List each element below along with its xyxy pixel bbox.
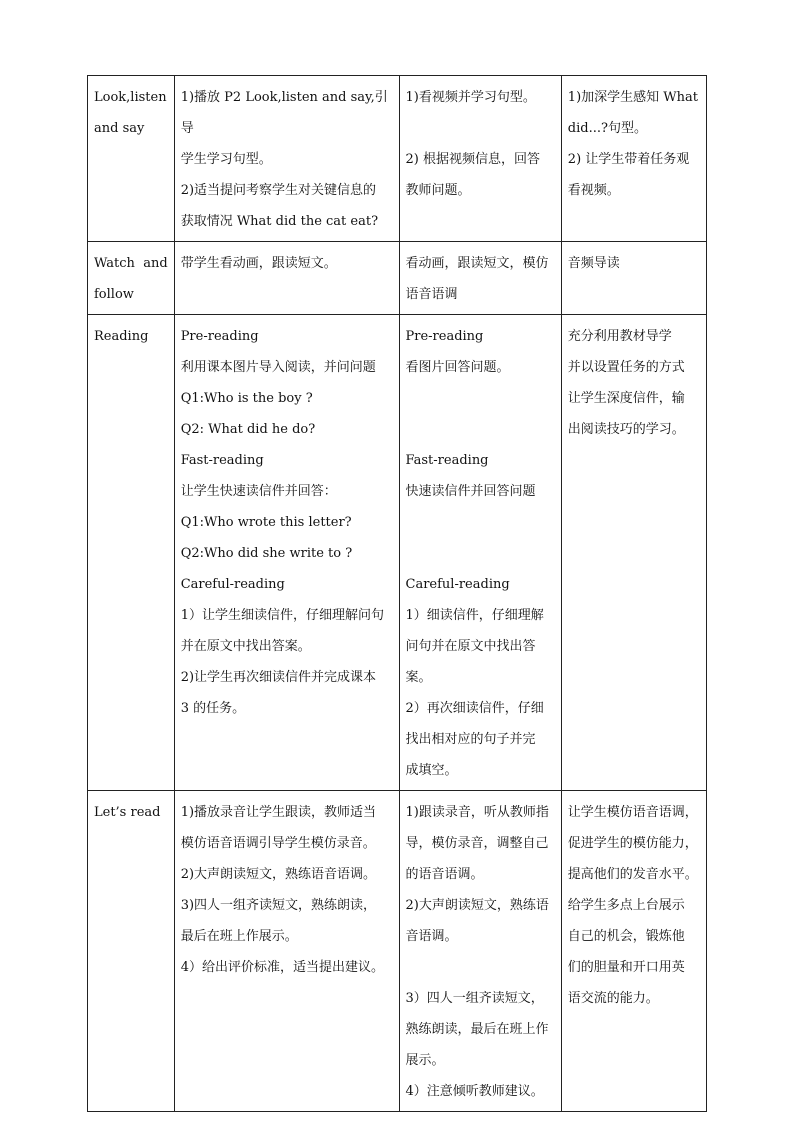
cell-text-line: 看视频。 (567, 183, 620, 198)
table-row (88, 242, 707, 315)
cell-text-line: 看图片回答问题。 (405, 360, 510, 375)
cell-text-line: 提高他们的发音水平。 (567, 867, 698, 882)
cell-text-line: follow (94, 287, 134, 302)
cell-text-line: Q1:Who is the boy ? (180, 391, 313, 406)
cell-text-line: 学生学习句型。 (180, 152, 272, 167)
cell-text-line: Watch and (94, 256, 168, 271)
cell-text-line: Q1:Who wrote this letter? (180, 515, 352, 530)
stage-cell (88, 791, 175, 1112)
cell-text-line: 自己的机会，锻炼他 (567, 929, 685, 944)
cell-text-line: 2)大声朗读短文，熟练语 (405, 898, 549, 913)
table-row (88, 76, 707, 242)
cell-text-line: 2) 根据视频信息，回答 (405, 152, 540, 167)
cell-text-line: Pre-reading (405, 329, 484, 344)
design-intent-cell (561, 791, 706, 1112)
teacher-activity-cell (174, 242, 399, 315)
cell-text-line: 成填空。 (405, 763, 458, 778)
cell-text-line: 音语调。 (405, 929, 458, 944)
cell-text-line: 找出相对应的句子并完 (405, 732, 536, 747)
cell-text-line: 音频导读 (567, 256, 620, 271)
student-activity-cell (399, 315, 561, 791)
cell-text-line: 教师问题。 (405, 183, 471, 198)
cell-text-line: 2)适当提问考察学生对关键信息的 (180, 183, 377, 198)
blank-line (406, 538, 555, 569)
cell-text-line: 促进学生的模仿能力， (567, 836, 698, 851)
teacher-activity-cell (174, 791, 399, 1112)
cell-text-line: Q2:Who did she write to ? (180, 546, 353, 561)
stage-cell (88, 242, 175, 315)
cell-text-line: 们的胆量和开口用英 (567, 960, 685, 975)
cell-text-line: 熟练朗读，最后在班上作 (405, 1022, 549, 1037)
cell-text-line: 模仿语音语调引导学生模仿录音。 (180, 836, 376, 851)
cell-text-line: 1）细读信件，仔细理解 (405, 608, 544, 623)
cell-text-line: 3)四人一组齐读短文，熟练朗读， (180, 898, 377, 913)
cell-text-line: Fast-reading (405, 453, 489, 468)
cell-text-line: Pre-reading (180, 329, 259, 344)
cell-text-line: Reading (94, 329, 149, 344)
cell-text-line: 1)播放 P2 Look,listen and say,引导 (180, 90, 388, 136)
lesson-plan-table (87, 75, 707, 1112)
cell-text-line: 让学生深度信件，输 (567, 391, 685, 406)
table-body (88, 76, 707, 1112)
cell-text-line: 1)播放录音让学生跟读，教师适当 (180, 805, 377, 820)
cell-text-line: 语音语调 (405, 287, 458, 302)
teacher-activity-cell (174, 315, 399, 791)
table-row (88, 791, 707, 1112)
cell-text-line: 让学生快速读信件并回答： (180, 484, 337, 499)
cell-text-line: 2) 让学生带着任务观 (567, 152, 690, 167)
student-activity-cell (399, 242, 561, 315)
design-intent-cell (561, 315, 706, 791)
stage-cell (88, 76, 175, 242)
cell-text-line: 2)让学生再次细读信件并完成课本 (180, 670, 377, 685)
cell-text-line: 的语音语调。 (405, 867, 484, 882)
cell-text-line: Let’s read (94, 805, 161, 820)
cell-text-line: 4）给出评价标准，适当提出建议。 (180, 960, 384, 975)
cell-text-line: Careful-reading (180, 577, 285, 592)
cell-text-line: 给学生多点上台展示 (567, 898, 685, 913)
cell-text-line: 并以设置任务的方式 (567, 360, 685, 375)
cell-text-line: 快速读信件并回答问题 (405, 484, 536, 499)
cell-text-line: 2）再次细读信件，仔细 (405, 701, 544, 716)
cell-text-line: 带学生看动画，跟读短文。 (180, 256, 337, 271)
cell-text-line: 1)跟读录音，听从教师指 (405, 805, 549, 820)
cell-text-line: 1）让学生细读信件，仔细理解问句 (180, 608, 384, 623)
cell-text-line: 最后在班上作展示。 (180, 929, 298, 944)
design-intent-cell (561, 76, 706, 242)
cell-text-line: 出阅读技巧的学习。 (567, 422, 685, 437)
cell-text-line: 1)加深学生感知 What (567, 90, 698, 105)
blank-line (406, 414, 555, 445)
cell-text-line: 展示。 (405, 1053, 445, 1068)
cell-text-line: 3）四人一组齐读短文， (405, 991, 544, 1006)
cell-text-line: 让学生模仿语音语调， (567, 805, 698, 820)
cell-text-line: 语交流的能力。 (567, 991, 659, 1006)
blank-line (406, 383, 555, 414)
cell-text-line: Fast-reading (180, 453, 264, 468)
student-activity-cell (399, 76, 561, 242)
cell-text-line: 利用课本图片导入阅读，并问问题 (180, 360, 376, 375)
blank-line (406, 507, 555, 538)
blank-line (406, 113, 555, 144)
cell-text-line: 并在原文中找出答案。 (180, 639, 311, 654)
cell-text-line: 问句并在原文中找出答 (405, 639, 536, 654)
cell-text-line: Q2: What did he do? (180, 422, 316, 437)
cell-text-line: 导，模仿录音，调整自己 (405, 836, 549, 851)
cell-text-line: 1)看视频并学习句型。 (405, 90, 536, 105)
student-activity-cell (399, 791, 561, 1112)
blank-line (406, 952, 555, 983)
cell-text-line: 案。 (405, 670, 432, 685)
stage-cell (88, 315, 175, 791)
cell-text-line: and say (94, 121, 145, 136)
cell-text-line: did...?句型。 (567, 121, 647, 136)
cell-text-line: 充分利用教材导学 (567, 329, 672, 344)
cell-text-line: 2)大声朗读短文，熟练语音语调。 (180, 867, 377, 882)
cell-text-line: 3 的任务。 (180, 701, 246, 716)
cell-text-line: 看动画，跟读短文，模仿 (405, 256, 549, 271)
cell-text-line: 获取情况 What did the cat eat? (180, 214, 379, 229)
design-intent-cell (561, 242, 706, 315)
cell-text-line: 4）注意倾听教师建议。 (405, 1084, 544, 1099)
teacher-activity-cell (174, 76, 399, 242)
table-row (88, 315, 707, 791)
cell-text-line: Look,listen (94, 90, 167, 105)
cell-text-line: Careful-reading (405, 577, 510, 592)
